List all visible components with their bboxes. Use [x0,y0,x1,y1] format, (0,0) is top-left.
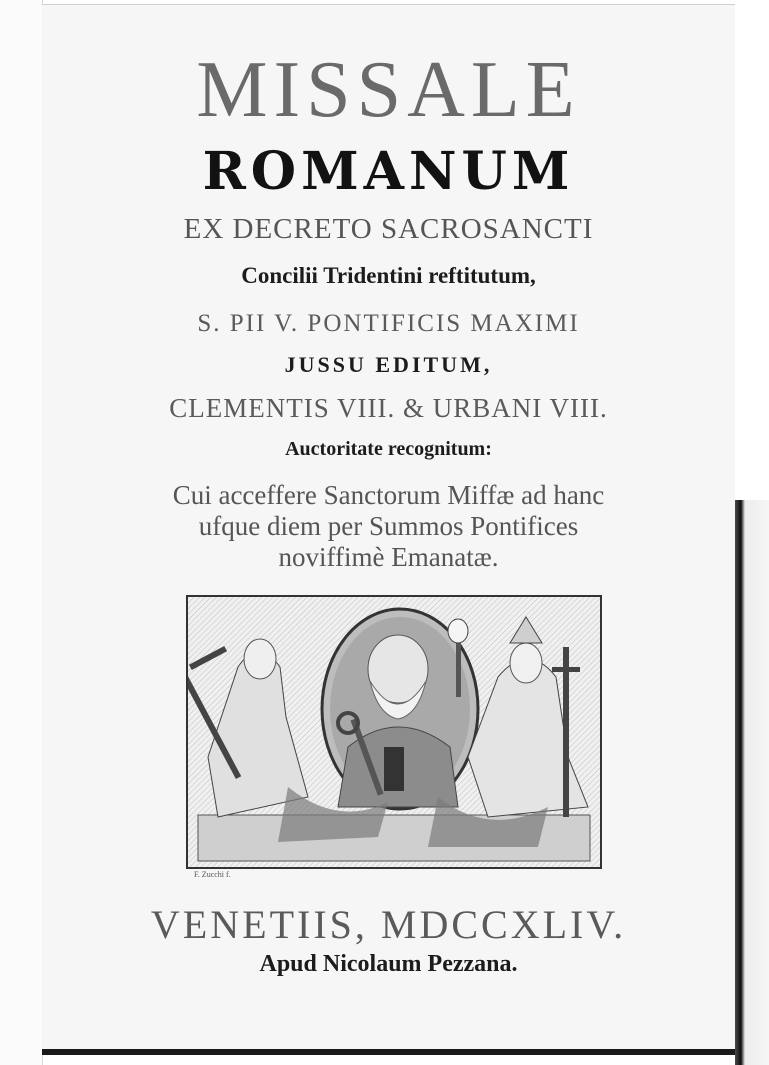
title-page [42,4,735,1055]
title-line-5: S. PII V. PONTIFICIS MAXIMI [197,310,580,337]
engraving-artwork [188,597,600,867]
imprint-printer: Apud Nicolaum Pezzana. [259,951,518,977]
title-line-7: CLEMENTIS VIII. & URBANI VIII. [169,393,608,423]
title-line-9: Cui acceffere Sanctorum Miffæ ad hanc [172,480,605,510]
title-line-11: noviffimè Emanatæ. [278,542,499,572]
engraver-signature: F. Zucchi f. [194,870,231,879]
page-title: MISSALE [196,46,581,134]
title-line-3: EX DECRETO SACROSANCTI [183,213,594,245]
title-line-8: Auctoritate recognitum: [285,438,492,460]
imprint-place-date: VENETIIS, MDCCXLIV. [150,902,627,947]
page-subtitle: ROMANUM [202,141,575,202]
title-line-4: Concilii Tridentini reftitutum, [241,263,536,288]
title-line-6: JUSSU EDITUM, [284,352,493,377]
title-line-10: ufque diem per Summos Pontifices [198,511,579,541]
engraving-illustration [186,595,602,869]
left-margin-edge [0,0,43,1065]
book-spine-edge [735,500,769,1065]
